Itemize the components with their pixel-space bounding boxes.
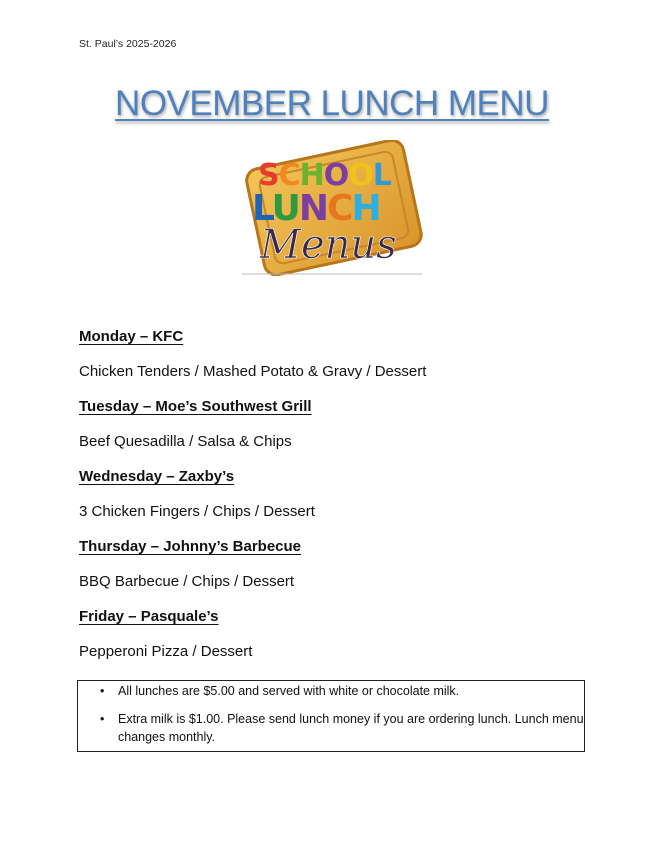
day-items: Beef Quesadilla / Salsa & Chips [79,433,292,450]
note-item: • Extra milk is $1.00. Please send lunch money if you are ordering lunch. Lunch menu changes monthly. [118,710,584,746]
day-heading: Thursday – Johnny’s Barbecue [79,538,302,555]
menu-day-monday [79,326,599,396]
menu-day-thursday [79,536,599,606]
svg-text:SCHOOL: SCHOOL [258,158,391,193]
page-title: NOVEMBER LUNCH MENU [115,84,549,123]
day-heading: Monday – KFC [79,328,184,345]
school-lunch-menus-logo [240,140,424,276]
day-items: 3 Chicken Fingers / Chips / Dessert [79,503,315,520]
notes-list [78,682,584,746]
menu-day-tuesday [79,396,599,466]
menu-day-friday [79,606,599,676]
menu-day-wednesday [79,466,599,536]
day-heading: Tuesday – Moe’s Southwest Grill [79,398,312,415]
svg-text:Menus: Menus [260,222,397,268]
day-items: BBQ Barbecue / Chips / Dessert [79,573,295,590]
day-items: Chicken Tenders / Mashed Potato & Gravy / Dessert [79,363,427,380]
document-header: St. Paul’s 2025-2026 [79,38,177,50]
notes-box [77,680,585,752]
weekly-menu [79,326,599,676]
day-heading: Friday – Pasquale’s [79,608,219,625]
svg-text:LUNCH: LUNCH [252,188,380,229]
day-heading: Wednesday – Zaxby’s [79,468,235,485]
lunch-tray-icon [240,140,424,276]
day-items: Pepperoni Pizza / Dessert [79,643,253,660]
note-item: • All lunches are $5.00 and served with white or chocolate milk. [118,682,584,700]
